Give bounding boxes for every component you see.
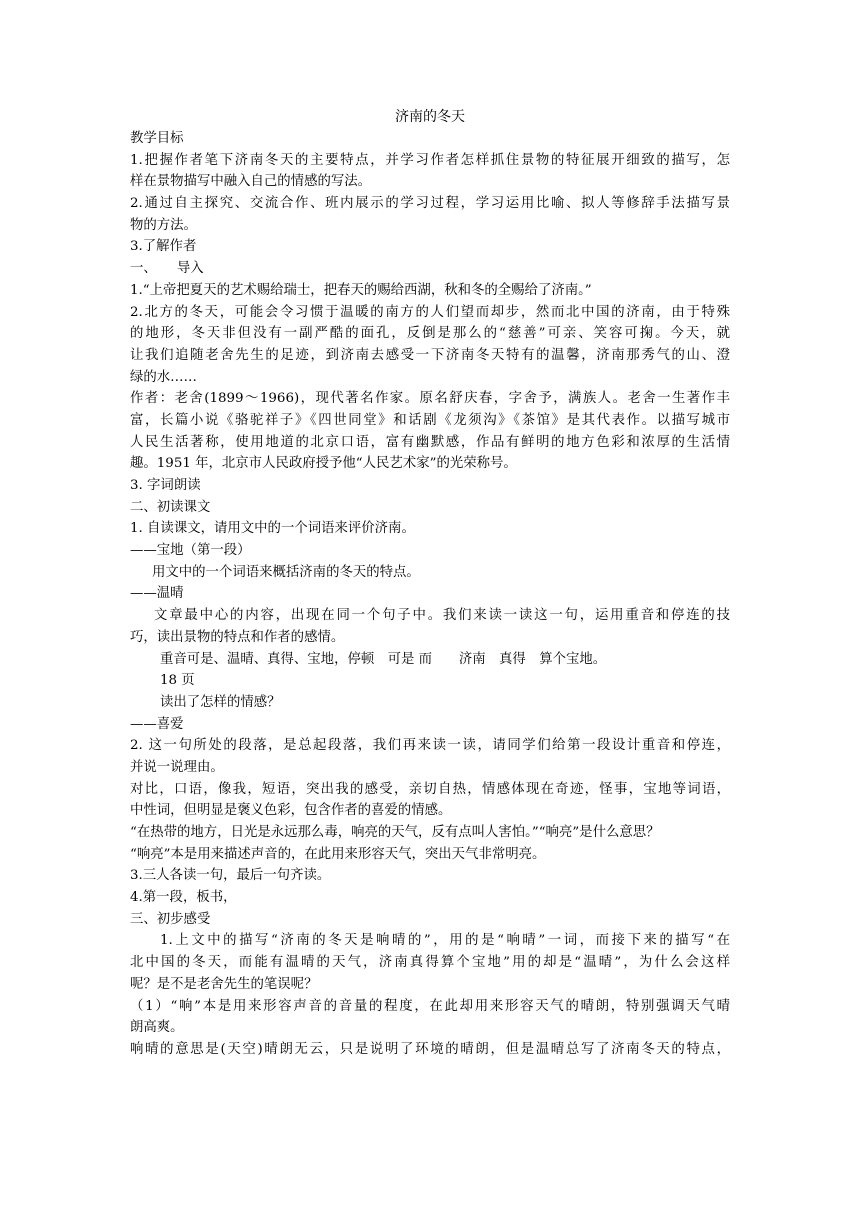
text-line: 18 页 <box>160 673 195 689</box>
text-line: ——喜爱 <box>130 716 184 732</box>
text-line: 3.三人各读一句，最后一句齐读。 <box>130 868 331 884</box>
text-line: 2.北方的冬天，可能会令习惯于温暖的南方的人们望而却步，然而北中国的济南，由于特殊 <box>130 304 730 320</box>
text-line: 4.第一段，板书， <box>130 890 237 906</box>
text-line: 富，长篇小说《骆驼祥子》《四世同堂》和话剧《龙须沟》《茶馆》是其代表作。以描写城市 <box>130 412 730 428</box>
text-line: 对比，口语，像我，短语，突出我的感受，亲切自热，情感体现在奇迹，怪事，宝地等词语， <box>130 781 730 797</box>
text-line: ——温晴 <box>130 586 184 602</box>
text-line: 1. 自读课文，请用文中的一个词语来评价济南。 <box>130 521 415 537</box>
text-line: ——宝地（第一段） <box>130 543 251 559</box>
text-line: 2. 这一句所处的段落，是总起段落，我们再来读一读，请同学们给第一段设计重音和停连， <box>130 738 730 754</box>
text-line: 用文中的一个词语来概括济南的冬天的特点。 <box>152 564 420 580</box>
text-line: 绿的水…… <box>130 369 197 385</box>
text-line: 人民生活著称，使用地道的北京口语，富有幽默感，作品有鲜明的地方色彩和浓厚的生活情 <box>130 434 730 450</box>
text-line: 作者：老舍(1899～1966)，现代著名作家。原名舒庆春，字舍予，满族人。老舍一生著作丰 <box>130 391 730 407</box>
text-line: 让我们追随老舍先生的足迹，到济南去感受一下济南冬天特有的温馨，济南那秀气的山、澄 <box>130 347 730 363</box>
text-line: 朗高爽。 <box>130 1020 184 1036</box>
text-line: 三、初步感受 <box>130 911 211 927</box>
text-line: 2.通过自主探究、交流合作、班内展示的学习过程，学习运用比喻、拟人等修辞手法描写景 <box>130 196 730 212</box>
text-line: （1）“响”本是用来形容声音的音量的程度，在此却用来形容天气的晴朗，特别强调天气晴 <box>130 998 730 1014</box>
text-line: 的地形，冬天非但没有一副严酷的面孔，反倒是那么的“慈善”可亲、笑容可掬。今天，就 <box>130 326 730 342</box>
text-line: 样在景物描写中融入自己的情感的写法。 <box>130 174 372 190</box>
document-title: 济南的冬天 <box>395 109 465 125</box>
text-line: 读出了怎样的情感？ <box>160 694 281 710</box>
text-line: 重音可是、温晴、真得、宝地，停顿 可是 而 济南 真得 算个宝地。 <box>160 651 607 667</box>
text-line: 物的方法。 <box>130 217 197 233</box>
text-line: 3.了解作者 <box>130 239 197 255</box>
text-line: 1.“上帝把夏天的艺术赐给瑞士，把春天的赐给西湖，秋和冬的全赐给了济南。” <box>130 282 592 298</box>
text-line: 北中国的冬天，而能有温晴的天气，济南真得算个宝地”用的却是“温晴”，为什么会这样 <box>130 955 730 971</box>
text-line: 巧，读出景物的特点和作者的感情。 <box>130 629 345 645</box>
text-line: 趣。1951 年，北京市人民政府授予他“人民艺术家”的光荣称号。 <box>130 456 517 472</box>
text-line: 1.把握作者笔下济南冬天的主要特点，并学习作者怎样抓住景物的特征展开细致的描写，怎 <box>130 152 730 168</box>
text-line: 呢？是不是老舍先生的笔误呢？ <box>130 976 318 992</box>
text-line: 教学目标 <box>130 131 184 146</box>
text-line: 3. 字词朗读 <box>130 478 201 493</box>
text-line: “响亮”本是用来描述声音的，在此用来形容天气，突出天气非常明亮。 <box>130 846 546 862</box>
text-line: 响晴的意思是(天空)晴朗无云，只是说明了环境的晴朗，但是温晴总写了济南冬天的特点， <box>130 1041 730 1057</box>
text-line: 二、初读课文 <box>130 499 211 515</box>
text-line: “在热带的地方，日光是永远那么毒，响亮的天气，反有点叫人害怕。”“响亮”是什么意思？ <box>130 825 660 840</box>
text-line: 1.上文中的描写“济南的冬天是响晴的”，用的是“响晴”一词，而接下来的描写“在 <box>160 933 730 949</box>
text-line: 文章最中心的内容，出现在同一个句子中。我们来读一读这一句，运用重音和停连的技 <box>154 608 730 624</box>
text-line: 中性词，但明显是褒义色彩，包含作者的喜爱的情感。 <box>130 803 452 819</box>
text-line: 一、 导入 <box>130 261 204 277</box>
document-body <box>130 128 730 1061</box>
text-line: 并说一说理由。 <box>130 759 224 775</box>
